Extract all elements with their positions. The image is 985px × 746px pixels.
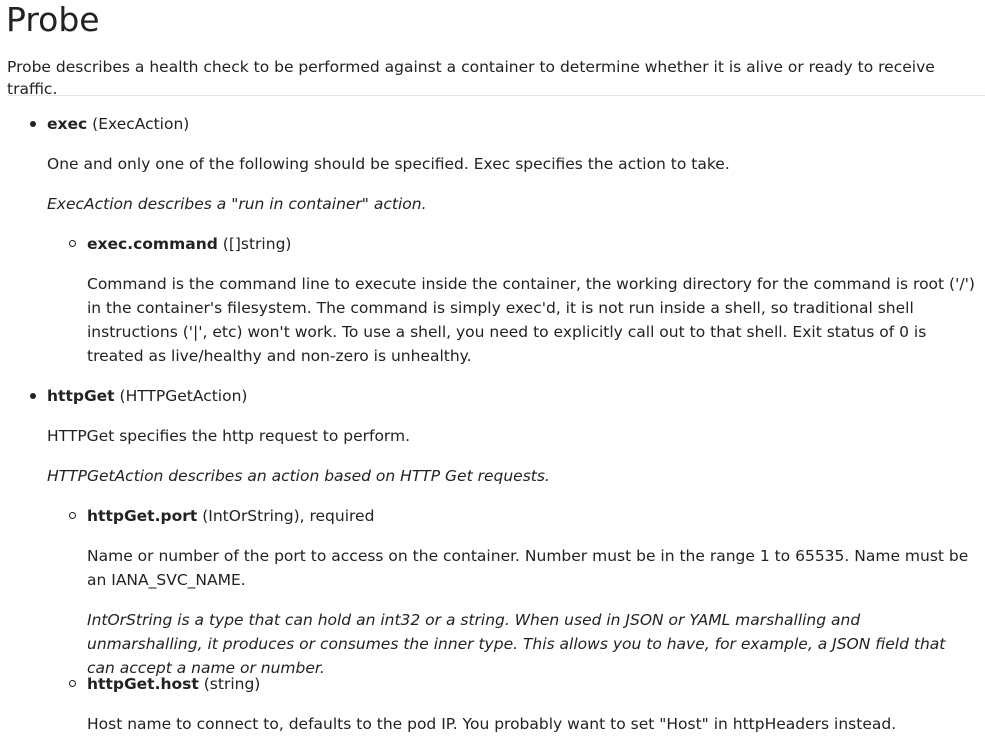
field-type: (IntOrString), required [202, 507, 375, 525]
field-httpget-type-description: HTTPGetAction describes an action based on HTTP Get requests. [47, 467, 550, 485]
field-name: httpGet.port [87, 507, 198, 525]
field-httpget-header [47, 384, 247, 408]
section-divider [7, 95, 985, 96]
bullet-circle [69, 680, 76, 687]
field-name: httpGet [47, 387, 115, 405]
field-name: httpGet.host [87, 675, 199, 693]
field-httpget-port-header [87, 504, 374, 528]
page-summary: Probe describes a health check to be performed against a container to determine whether it is alive or ready to receive traffic. [7, 58, 935, 98]
page-title: Probe [6, 0, 100, 39]
field-httpget-description: HTTPGet specifies the http request to perform. [47, 427, 411, 445]
field-name: exec [47, 115, 88, 133]
bullet-circle [69, 512, 76, 519]
field-type: (string) [203, 675, 261, 693]
field-httpget-host-header [87, 672, 260, 696]
field-exec-description: One and only one of the following should be specified. Exec specifies the action to take. [47, 155, 730, 173]
field-exec-header [47, 112, 189, 136]
field-exec-command-header [87, 232, 291, 256]
field-httpget-port-description: Name or number of the port to access on the container. Number must be in the range 1 to 65535. Name must be an IANA_SVC_NAME. [87, 547, 969, 589]
field-exec-command-description: Command is the command line to execute inside the container, the working directory for the command is root ('/') in the container's filesystem. The command is simply exec'd, it is not run inside a shell, so traditional shell instructions ('|', etc) won't work. To use a shell, you need to explicitly call out to that shell. Exit status of 0 is treated as live/healthy and non-zero is unhealthy. [87, 275, 975, 365]
bullet-disc [30, 121, 36, 127]
bullet-circle [69, 240, 76, 247]
field-type: ([]string) [222, 235, 292, 253]
bullet-disc [30, 393, 36, 399]
field-name: exec.command [87, 235, 218, 253]
field-httpget-host-description: Host name to connect to, defaults to the pod IP. You probably want to set "Host" in httpHeaders instead. [87, 715, 897, 733]
field-httpget-port-type-description: IntOrString is a type that can hold an int32 or a string. When used in JSON or YAML marshalling and unmarshalling, it produces or consumes the inner type. This allows you to have, for example, a JSON field that can accept a name or number. [87, 611, 946, 677]
field-type: (HTTPGetAction) [119, 387, 248, 405]
field-exec-type-description: ExecAction describes a "run in container" action. [47, 195, 427, 213]
field-type: (ExecAction) [92, 115, 190, 133]
